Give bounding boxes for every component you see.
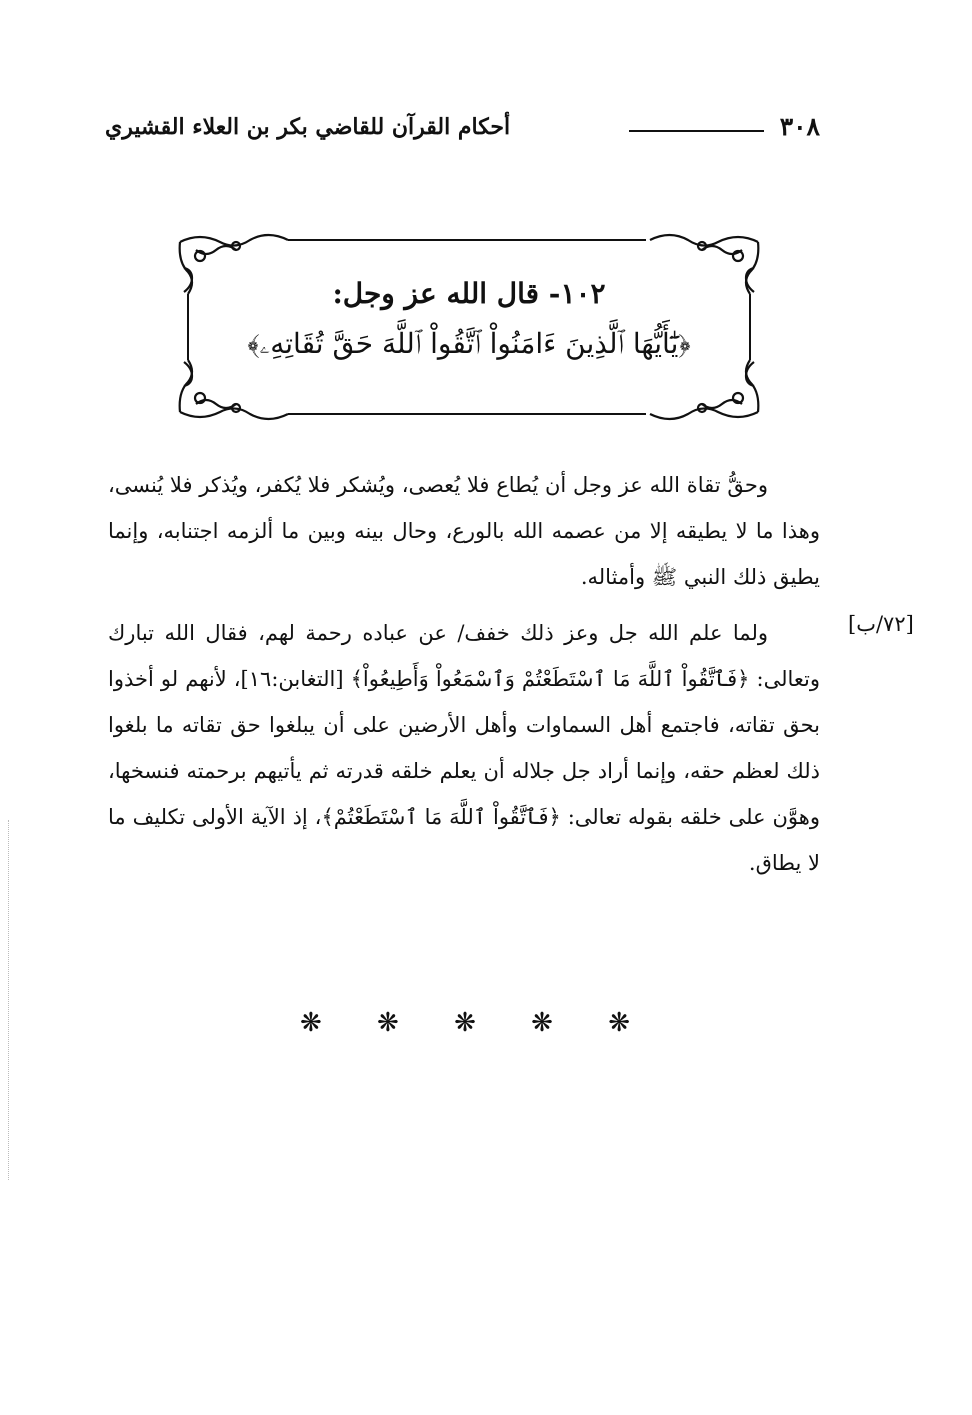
star-ornament-icon: ❋ (608, 1008, 630, 1038)
quran-verse: ﴿يَٰٓأَيُّهَا ٱلَّذِينَ ءَامَنُواْ ٱتَّقُواْ ٱللَّهَ حَقَّ تُقَاتِهِۦ﴾ (247, 327, 691, 360)
paragraph: وحقُّ تقاة الله عز وجل أن يُطاع فلا يُعصى، ويُشكر فلا يُكفر، ويُذكر فلا يُنسى، وهذا ما لا يطيقه إلا من عصمه الله بالورع، وحال بينه وبين ما ألزمه اجتنابه، وإنما يطيق ذلك النبي ﷺ وأمثاله. (108, 473, 820, 589)
page-header (105, 112, 820, 152)
scan-artifact (8, 820, 11, 1180)
section-separator (300, 1008, 630, 1038)
verse-box-content (196, 274, 742, 368)
star-ornament-icon: ❋ (531, 1008, 553, 1038)
star-ornament-icon: ❋ (454, 1008, 476, 1038)
section-heading: ١٠٢- قال الله عز وجل: (332, 277, 606, 310)
verse-frame (176, 232, 762, 422)
paragraph: ولما علم الله جل وعز ذلك خفف/ عن عباده رحمة لهم، فقال الله تبارك وتعالى: ﴿فَٱتَّقُواْ ٱللَّهَ مَا ٱسْتَطَعْتُمْ وَٱسْمَعُواْ وَأَطِيعُواْ﴾ [التغابن:١٦]، لأنهم لو أخذوا بحق تقاته، فاجتمع أهل السماوات وأهل الأرضين على أن يبلغوا حق تقاته ما بلغوا ذلك لعظم حقه، وإنما أراد جل جلاله أن يعلم خلقه قدرته ثم يأتيهم برحمته فنسخها، وهوَّن على خلقه بقوله تعالى: ﴿فَٱتَّقُواْ ٱللَّهَ مَا ٱسْتَطَعْتُمْ﴾، إذ الآية الأولى تكليف ما لا يطاق. (108, 621, 820, 875)
manuscript-folio-reference: [٧٢/ب] (848, 612, 914, 636)
page-number: ٣٠٨ (779, 112, 820, 141)
body-text (108, 462, 820, 886)
header-rule (629, 130, 764, 132)
running-title: أحكام القرآن للقاضي بكر بن العلاء القشيري (105, 114, 511, 140)
star-ornament-icon: ❋ (300, 1008, 322, 1038)
star-ornament-icon: ❋ (377, 1008, 399, 1038)
